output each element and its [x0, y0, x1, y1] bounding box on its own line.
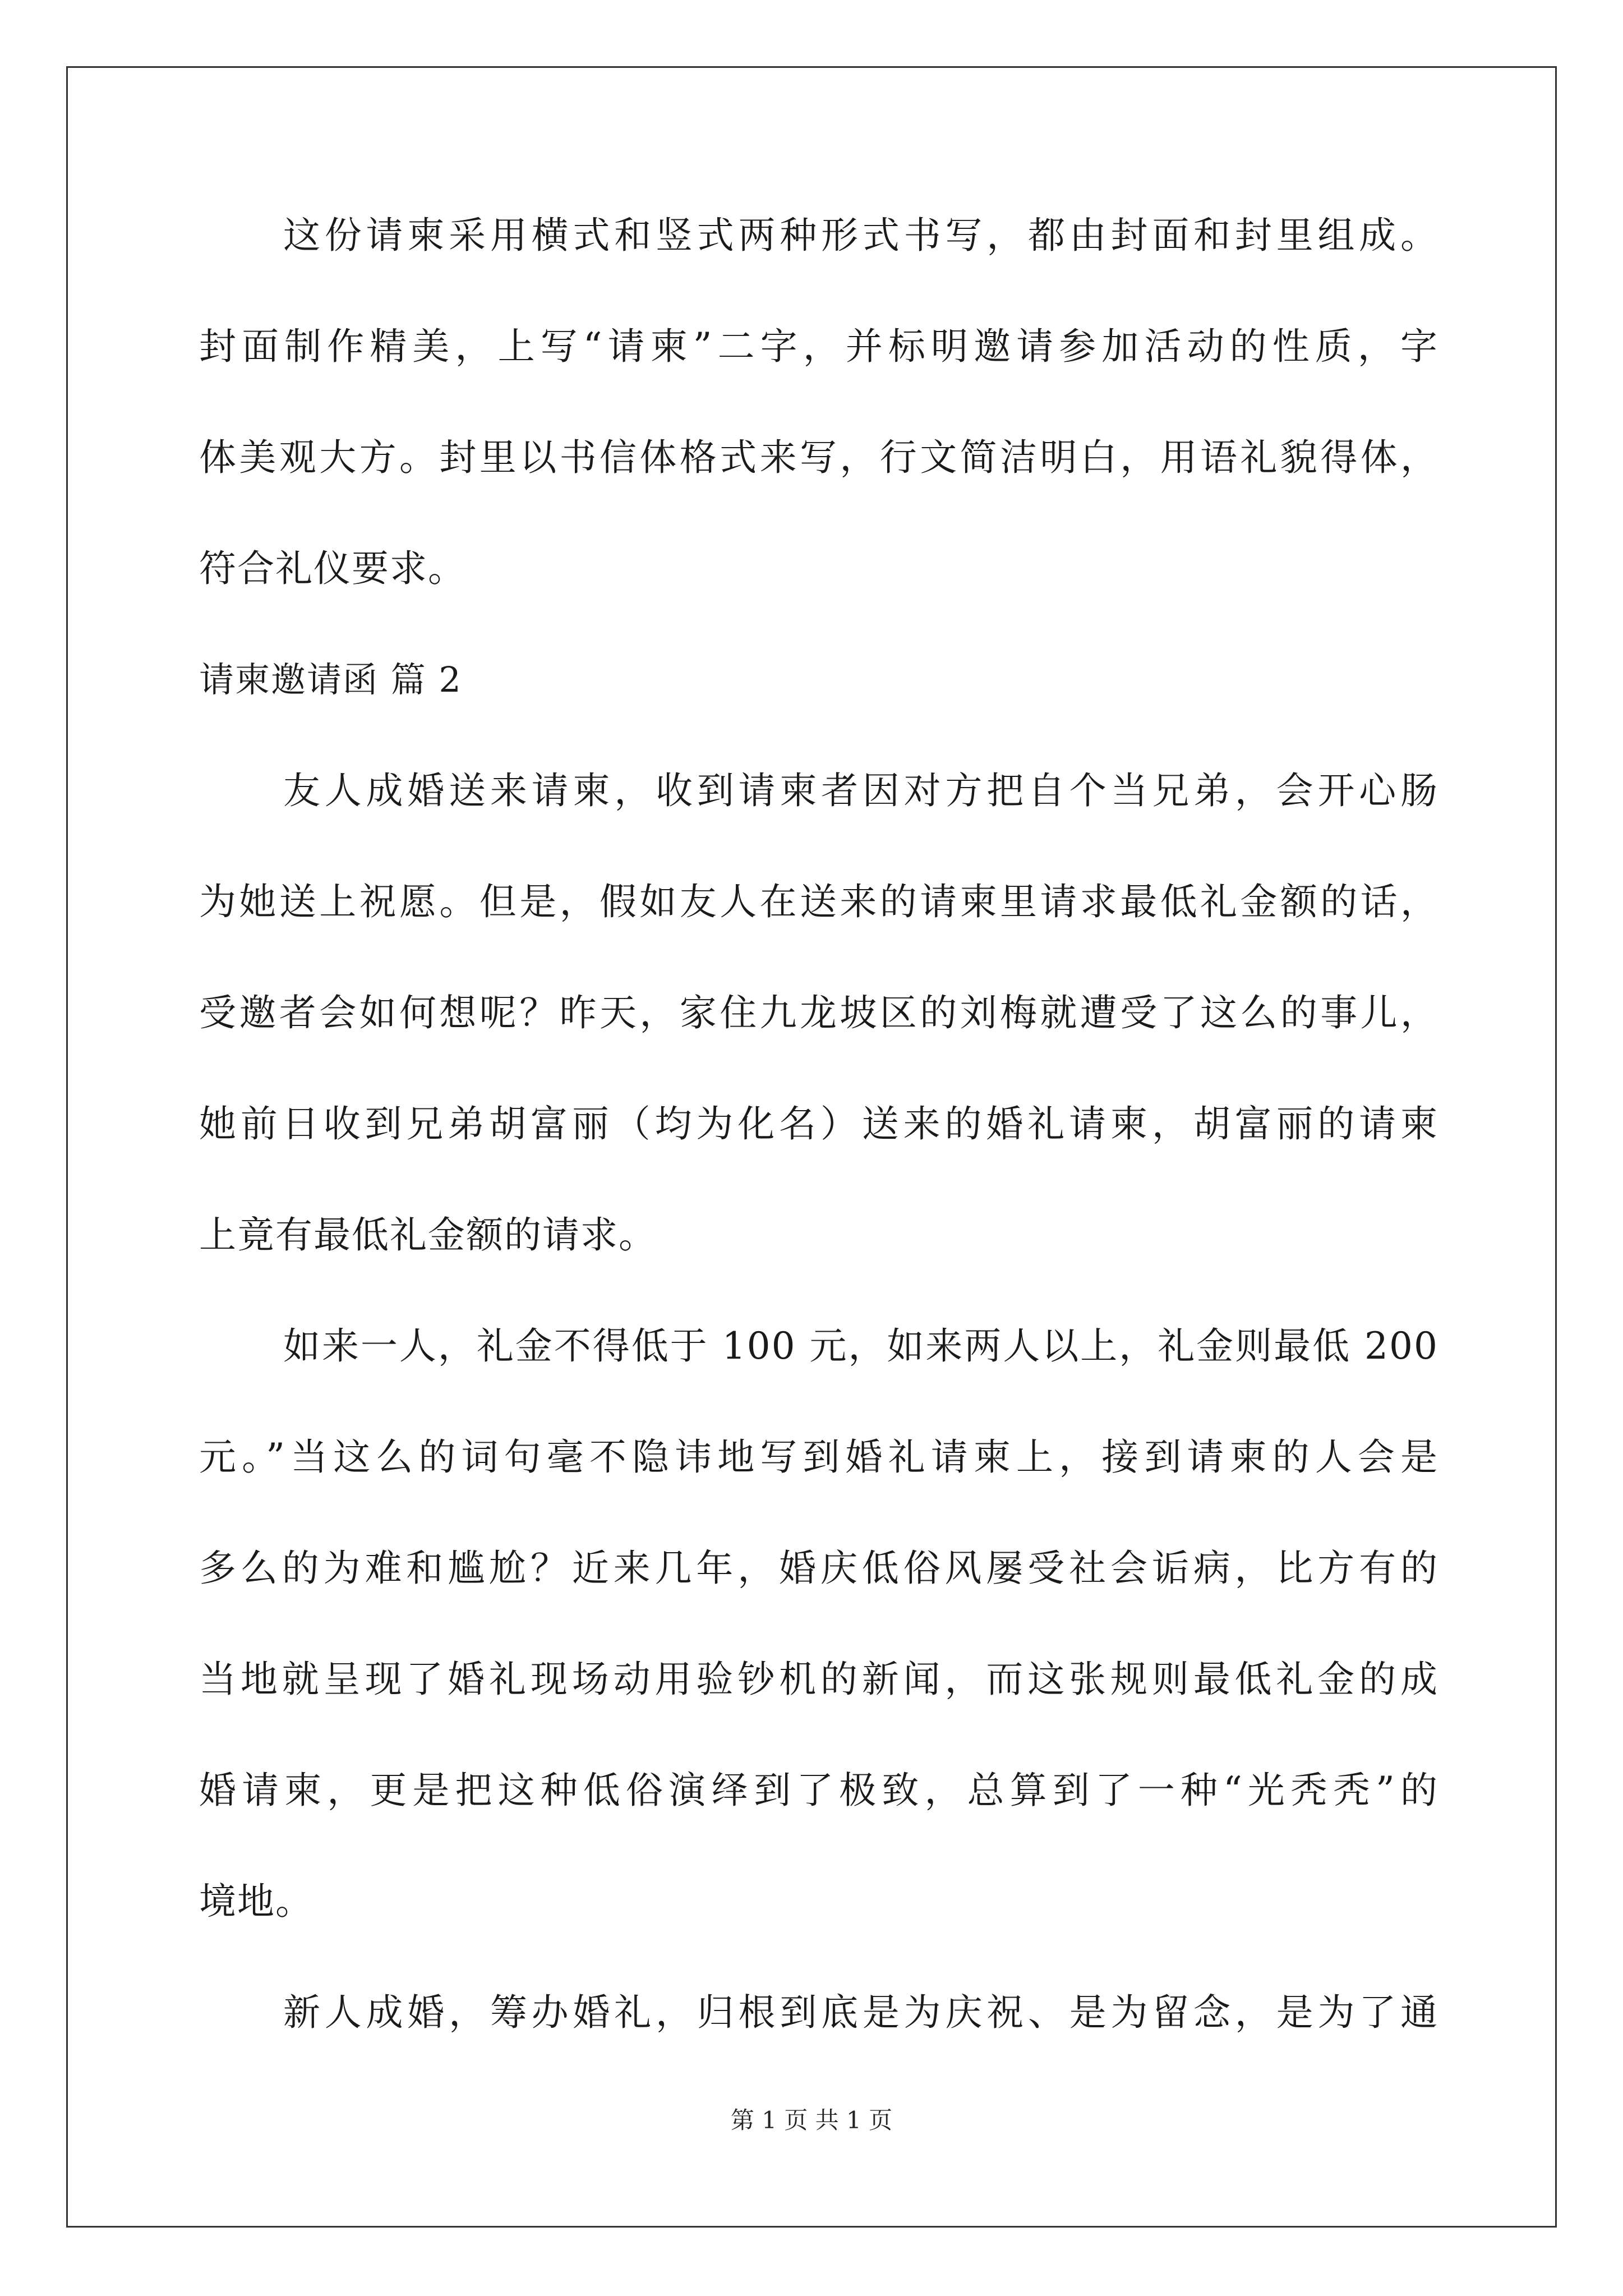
paragraph-line: 友人成婚送来请柬，收到请柬者因对方把自个当兄弟，会开心肠	[283, 769, 1438, 812]
paragraph-1	[199, 208, 1438, 597]
paragraph-line: 上竟有最低礼金额的请求。	[199, 1213, 657, 1257]
paragraph-line: 这份请柬采用横式和竖式两种形式书写，都由封面和封里组成。	[283, 214, 1438, 257]
paragraph-line: 新人成婚，筹办婚礼，归根到底是为庆祝、是为留念，是为了通	[283, 1991, 1438, 2034]
paragraph-line: 她前日收到兄弟胡富丽（均为化名）送来的婚礼请柬，胡富丽的请柬	[199, 1102, 1438, 1145]
paragraph-line: 婚请柬，更是把这种低俗演绎到了极致，总算到了一种“光秃秃”的	[199, 1769, 1438, 1812]
paragraph-4	[199, 1985, 1438, 2041]
paragraph-line: 封面制作精美，上写“请柬”二字，并标明邀请参加活动的性质，字	[199, 325, 1438, 368]
paragraph-line: 受邀者会如何想呢？昨天，家住九龙坡区的刘梅就遭受了这么的事儿，	[199, 991, 1438, 1034]
paragraph-line: 境地。	[199, 1880, 313, 1923]
paragraph-line: 多么的为难和尴尬？近来几年，婚庆低俗风屡受社会诟病，比方有的	[199, 1547, 1438, 1590]
paragraph-line: 为她送上祝愿。但是，假如友人在送来的请柬里请求最低礼金额的话，	[199, 880, 1438, 923]
document-body	[199, 208, 1438, 2041]
page-number-footer: 第 1 页 共 1 页	[730, 2106, 893, 2134]
paragraph-2	[199, 763, 1438, 1263]
paragraph-line: 元。”当这么的词句毫不隐讳地写到婚礼请柬上，接到请柬的人会是	[199, 1435, 1438, 1479]
paragraph-line: 符合礼仪要求。	[199, 547, 466, 590]
paragraph-line: 当地就呈现了婚礼现场动用验钞机的新闻，而这张规则最低礼金的成	[199, 1658, 1438, 1701]
paragraph-line: 体美观大方。封里以书信体格式来写，行文简洁明白，用语礼貌得体，	[199, 436, 1438, 479]
paragraph-3	[199, 1318, 1438, 1930]
paragraph-line: 如来一人，礼金不得低于 100 元，如来两人以上，礼金则最低 200	[283, 1324, 1438, 1368]
section-heading: 请柬邀请函 篇 2	[199, 659, 462, 700]
